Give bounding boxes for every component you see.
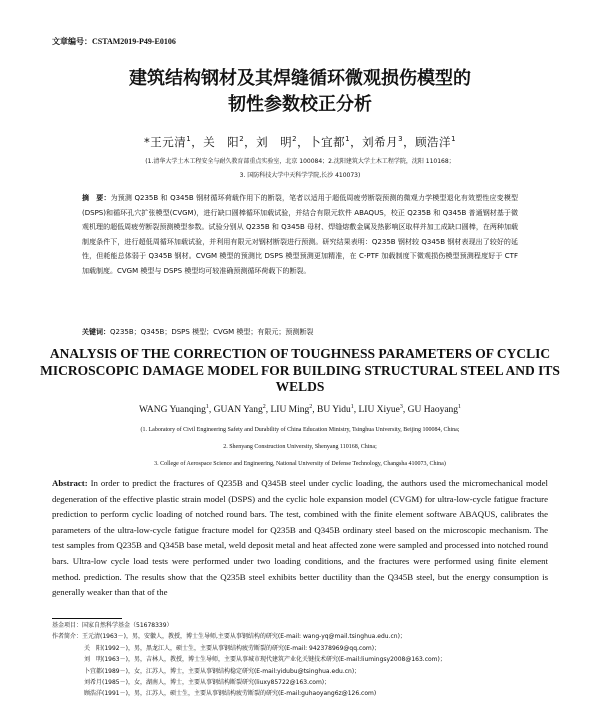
author-separator: ,	[265, 405, 271, 416]
chinese-author-list	[40, 134, 560, 150]
english-title: ANALYSIS OF THE CORRECTION OF TOUGHNESS PARAMETERS OF CYCLIC MICROSCOPIC DAMAGE MODEL FOR BUILDING STRUCTURAL STEEL AND ITS WELDS	[40, 346, 560, 394]
author-affiliation-number: 1	[350, 404, 354, 410]
author-affiliation-number: 2	[309, 404, 313, 410]
author-separator: ,	[312, 405, 318, 416]
author-affiliation-number: 3	[399, 404, 403, 410]
author-affiliation-number: 1	[451, 135, 457, 144]
footnote-funding: 基金项目：国家自然科学基金（51678339）	[52, 622, 173, 629]
author-separator: ，	[244, 135, 257, 149]
chinese-abstract-text: 为预测 Q235B 和 Q345B 钢材循环荷载作用下的断裂，笔者以适用于超低周疲劳断裂预测的微观力学模型退化有效塑性应变模型(DSPS)和循环孔穴扩张模型(CVGM)，进行缺口圆棒循环加载试验，并结合有限元软件 ABAQUS，校正 Q235B 和 Q345B 普通钢材基于微观机理的超低周疲劳断裂预测模型参数。试验分别从 Q235B 和 Q345B 母材、焊缝熔敷金属及热影响区取样并加工成缺口圆棒，在两种加载制度条件下，进行超低周循环加载试验，并利用有限元对钢材断裂进行预测。研究结果表明：Q235B 钢材较 Q345B 钢材表现出了较好的延性，但耗能总体弱于 Q345B 钢材。CVGM 模型的预测比 DSPS 模型预测更加精准，在 C-PTF 加载制度下微观损伤模型预测程度好于 CTF 加载制度。CVGM 模型与 DSPS 模型均可较准确预测循环荷载下的断裂。	[82, 194, 518, 275]
chinese-title-line1: 建筑结构钢材及其焊缝循环微观损伤模型的	[129, 68, 471, 89]
author-separator: ,	[402, 405, 408, 416]
english-affiliation-3: 3. College of Aerospace Science and Engineering, National University of Defense Technology, Changsha 410073, China)	[154, 461, 446, 467]
english-author-list	[40, 404, 560, 415]
english-affiliation-1: (1. Laboratory of Civil Engineering Safety and Durability of China Education Ministry, Tsinghua University, Beijing 100084, China;	[140, 427, 460, 433]
author-affiliation-number: 1	[205, 404, 209, 410]
author-affiliation-number: 1	[186, 135, 192, 144]
chinese-title-line2: 韧性参数校正分析	[228, 94, 372, 115]
english-affiliation-2: 2. Shenyang Construction University, Shenyang 110168, China;	[223, 444, 377, 450]
chinese-keywords-label: 关键词：	[82, 328, 110, 336]
author-affiliation-number: 2	[239, 135, 245, 144]
author-separator: ，	[350, 135, 363, 149]
author-affiliation-number: 3	[398, 135, 404, 144]
footnote-divider	[52, 618, 122, 619]
corresponding-author-mark: *	[143, 135, 151, 149]
author-affiliation-number: 2	[292, 135, 298, 144]
footnote-author-bio: 顾浩洋(1991－)，男，江苏人，硕士生，主要从事钢结构疲劳断裂的研究(E-mail:guhaoyang6z@126.com)	[84, 690, 377, 698]
author-separator: ，	[403, 135, 416, 149]
footnotes	[52, 620, 548, 700]
chinese-abstract	[82, 191, 518, 279]
document-number: 文章编号：CSTAM2019-P49-E0106	[52, 37, 176, 46]
author-separator: ,	[353, 405, 359, 416]
chinese-abstract-label: 摘 要：	[82, 194, 111, 202]
author-name: BU Yidu	[317, 405, 351, 416]
footnote-author-bio: 卜宜都(1989－)，女，江苏人，博士，主要从事钢结构稳定研究(E-mail:yidubu@tsinghua.edu.cn)；	[84, 667, 361, 675]
author-name: 王元清	[150, 135, 187, 149]
author-name: 刘希月	[362, 135, 399, 149]
author-name: WANG Yuanqing	[138, 405, 206, 416]
chinese-affiliation-line1: (1.清华大学土木工程安全与耐久教育部重点实验室，北京 100084；2.沈阳建筑大学土木工程学院，沈阳 110168；	[145, 158, 455, 165]
author-name: GU Haoyang	[407, 405, 459, 416]
chinese-keywords	[82, 327, 518, 337]
author-name: LIU Xiyue	[358, 405, 400, 416]
footnote-author-bio: 作者简介：王元清(1963－)，男，安徽人，教授，博士生导师,主要从事钢结构的研究(E-mail: wang-yq@mail.tsinghua.edu.cn)；	[52, 633, 406, 641]
chinese-keywords-text: Q235B；Q345B；DSPS 模型；CVGM 模型；有限元；预测断裂	[110, 328, 314, 336]
chinese-affiliation-line2: 3. 国防科技大学中天科学学院,长沙 410073)	[239, 172, 361, 179]
english-abstract-label: Abstract:	[52, 478, 88, 488]
author-affiliation-number: 2	[262, 404, 266, 410]
footnote-author-bio: 关 阳(1992－)，男，黑龙江人，硕士生，主要从事钢结构疲劳断裂的研究(E-mail: 942378969@qq.com)；	[84, 644, 381, 652]
english-abstract	[52, 476, 548, 601]
english-abstract-text: In order to predict the fractures of Q235B and Q345B steel under cyclic loading, the authors used the micromechanical model degeneration of the effective plastic strain model (DSPS) and the cyclic hole expansion model (CVGM) for ultra-low-cycle fatigue fracture prediction to perform cyclic loading of notched round bars. The test, combined with the finite element software ABAQUS, calibrates the parameters of the ultra-low-cycle fatigue fracture model for Q235B and Q345B ordinary steel based on the microscopic mechanism. The test samples from Q235B and Q345B base metal, weld deposit metal and heat affected zone were sampled and processed into notched round bars. Ultra-low cycle load tests were performed under two loading conditions, and the fractures were performed using finite element method. prediction. The results show that the Q235B steel exhibits better ductility than the Q345B steel, but the energy consumption is generally weaker than that of the	[52, 478, 548, 598]
author-name: LIU Ming	[270, 405, 310, 416]
author-name: 顾浩洋	[415, 135, 452, 149]
author-separator: ,	[208, 405, 214, 416]
author-name: 刘 明	[256, 135, 293, 149]
author-separator: ，	[297, 135, 310, 149]
footnote-author-bio: 刘希月(1985－)，女，湖南人，博士，主要从事钢结构断裂研究(liuxy85722@163.com)；	[84, 679, 331, 687]
author-separator: ，	[191, 135, 204, 149]
author-name: 卜宜都	[309, 135, 346, 149]
author-name: GUAN Yang	[213, 405, 263, 416]
author-affiliation-number: 1	[345, 135, 351, 144]
author-affiliation-number: 1	[458, 404, 462, 410]
footnote-author-bio: 刘 明(1963－)，男，吉林人，教授，博士生导师，主要从事城市现代建筑产业化关键技术研究(E-mail:liumingsy2008@163.com)；	[84, 656, 446, 664]
author-name: 关 阳	[203, 135, 240, 149]
